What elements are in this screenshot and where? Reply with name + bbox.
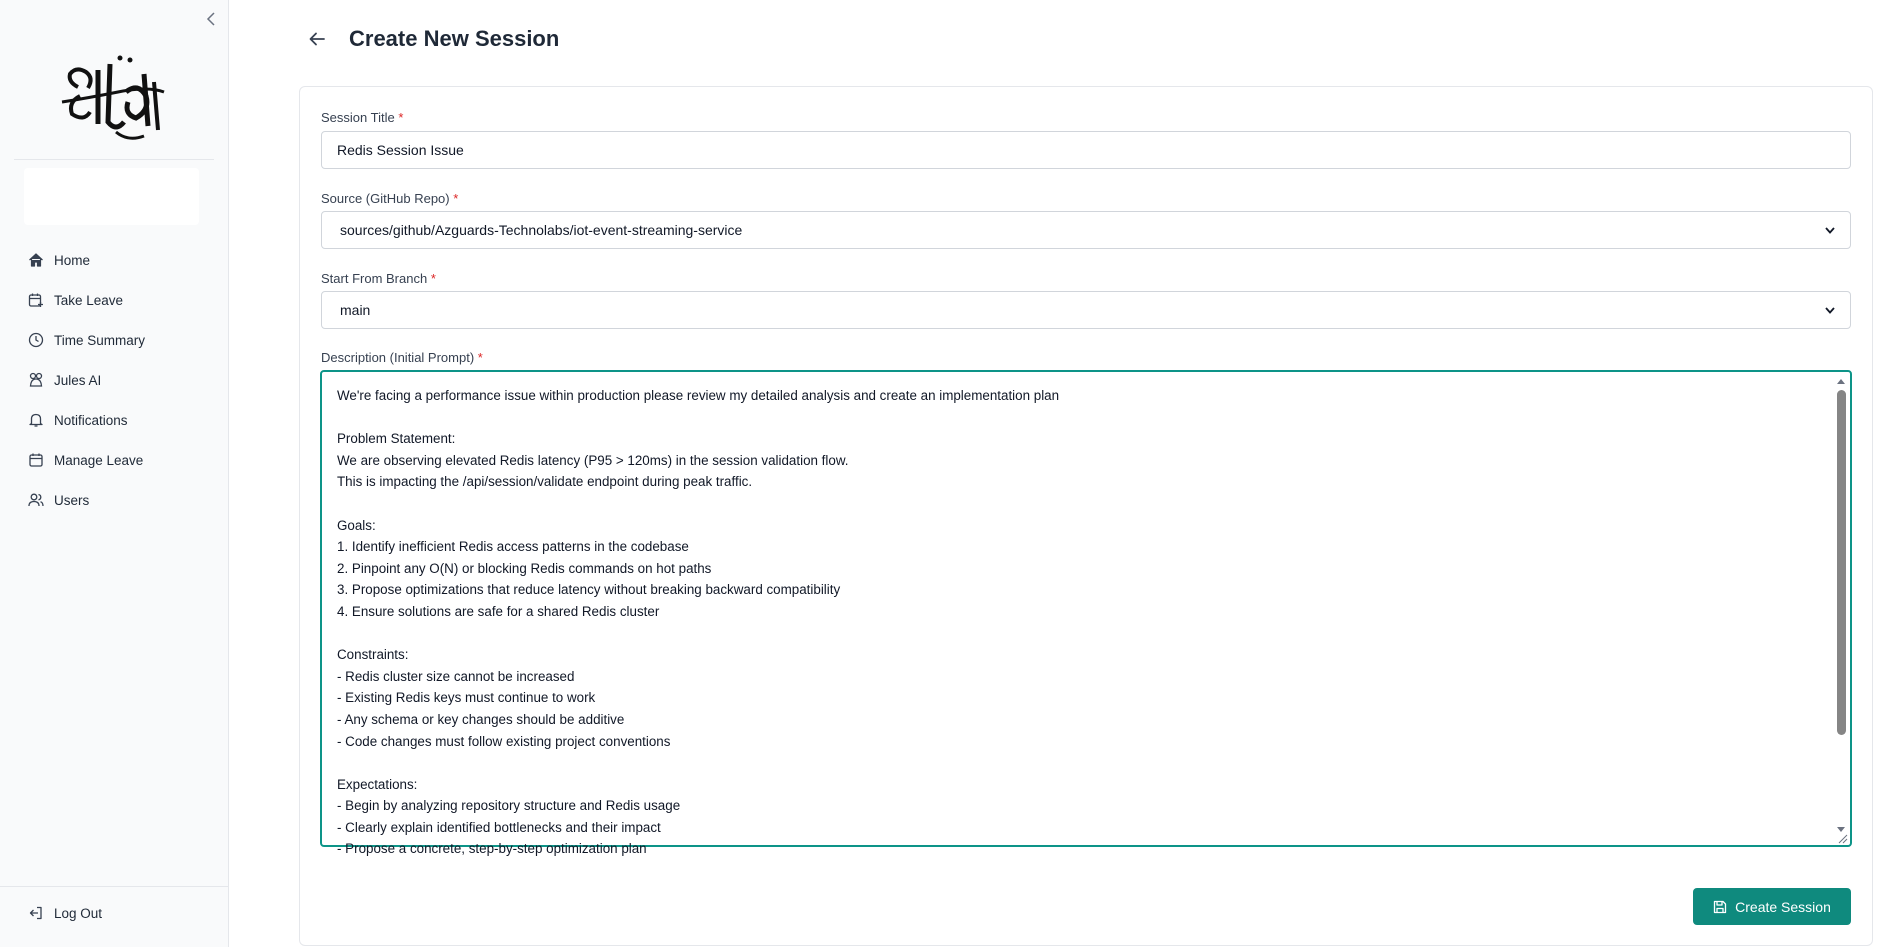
- collapse-sidebar-button[interactable]: [204, 10, 218, 28]
- sidebar-item-users[interactable]: [0, 480, 229, 520]
- sidebar-item-label: Home: [54, 252, 91, 268]
- back-button[interactable]: [306, 28, 328, 50]
- scroll-thumb[interactable]: [1837, 390, 1846, 735]
- sidebar-item-label: Time Summary: [54, 332, 146, 348]
- required-mark: *: [453, 191, 459, 206]
- source-label-text: Source (GitHub Repo): [321, 191, 450, 206]
- source-select-value: sources/github/Azguards-Technolabs/iot-event-streaming-service: [340, 222, 743, 238]
- logout-label: Log Out: [54, 905, 103, 921]
- sidebar-item-take-leave[interactable]: [0, 280, 229, 320]
- sidebar-item-manage-leave[interactable]: [0, 440, 229, 480]
- branch-label-text: Start From Branch: [321, 271, 428, 286]
- source-label: [321, 191, 458, 206]
- calendar-plus-icon: [28, 292, 44, 308]
- source-select[interactable]: [321, 211, 1851, 249]
- resize-handle-icon[interactable]: [1836, 831, 1848, 843]
- sidebar-item-notifications[interactable]: [0, 400, 229, 440]
- session-title-input[interactable]: [321, 131, 1851, 169]
- sidebar-item-time-summary[interactable]: [0, 320, 229, 360]
- sidebar-item-label: Notifications: [54, 412, 128, 428]
- logo: [58, 52, 168, 142]
- create-session-button[interactable]: [1693, 888, 1851, 925]
- sidebar-nav: [0, 240, 229, 520]
- required-mark: *: [398, 110, 404, 125]
- users-icon: [28, 492, 44, 508]
- home-icon: [28, 252, 44, 268]
- sidebar-divider: [14, 159, 214, 160]
- textarea-scrollbar[interactable]: [1834, 374, 1848, 844]
- sidebar-item-label: Manage Leave: [54, 452, 144, 468]
- calendar-icon: [28, 452, 44, 468]
- clock-icon: [28, 332, 44, 348]
- description-text: We're facing a performance issue within production please review my detailed analysis and create an implementation plan Problem Statement: We are observing elevated Redis latency (P95 > 120ms) in the session validation flow. This is impacting the /api/session/validate endpoint during peak traffic. Goals: 1. Identify inefficient Redis access patterns in the codebase 2. Pinpoint any O(N) or blocking Redis commands on hot paths 3. Propose optimizations that reduce latency without breaking backward compatibility 4. Ensure solutions are safe for a shared Redis cluster Constraints: - Redis cluster size cannot be increased - Existing Redis keys must continue to work - Any schema or key changes should be additive - Code changes must follow existing project conventions Expectations: - Begin by analyzing repository structure and Redis usage - Clearly explain identified bottlenecks and their impact - Propose a concrete, step-by-step optimization plan: [337, 388, 1060, 857]
- sidebar-item-jules-ai[interactable]: [0, 360, 229, 400]
- user-card: [24, 168, 199, 225]
- sidebar-item-label: Users: [54, 492, 90, 508]
- scroll-up-arrow-icon[interactable]: [1834, 376, 1848, 386]
- session-title-label: [321, 110, 403, 125]
- branch-select-value: main: [340, 302, 371, 318]
- arrow-left-icon: [309, 32, 325, 46]
- chevron-down-icon: [1825, 307, 1835, 314]
- required-mark: *: [477, 350, 483, 365]
- session-title-value: Redis Session Issue: [337, 142, 464, 158]
- sidebar-item-label: Take Leave: [54, 292, 124, 308]
- bell-icon: [28, 412, 44, 428]
- description-label-text: Description (Initial Prompt): [321, 350, 475, 365]
- branch-select[interactable]: [321, 291, 1851, 329]
- sidebar: [0, 0, 229, 947]
- sidebar-item-home[interactable]: [0, 240, 229, 280]
- session-title-label-text: Session Title: [321, 110, 395, 125]
- create-session-label: Create Session: [1735, 898, 1831, 915]
- description-textarea[interactable]: [320, 370, 1852, 857]
- sidebar-item-label: Jules AI: [54, 372, 102, 388]
- robot-icon: [28, 372, 44, 388]
- sidebar-bottom-divider: [0, 886, 229, 887]
- save-icon: [1713, 900, 1727, 914]
- chevron-left-icon: [206, 12, 216, 26]
- branch-label: [321, 271, 436, 286]
- description-label: [321, 350, 483, 365]
- page-title: Create New Session: [349, 26, 560, 51]
- logout-icon: [28, 905, 44, 921]
- chevron-down-icon: [1825, 227, 1835, 234]
- logout-button[interactable]: [28, 905, 102, 921]
- required-mark: *: [430, 271, 436, 286]
